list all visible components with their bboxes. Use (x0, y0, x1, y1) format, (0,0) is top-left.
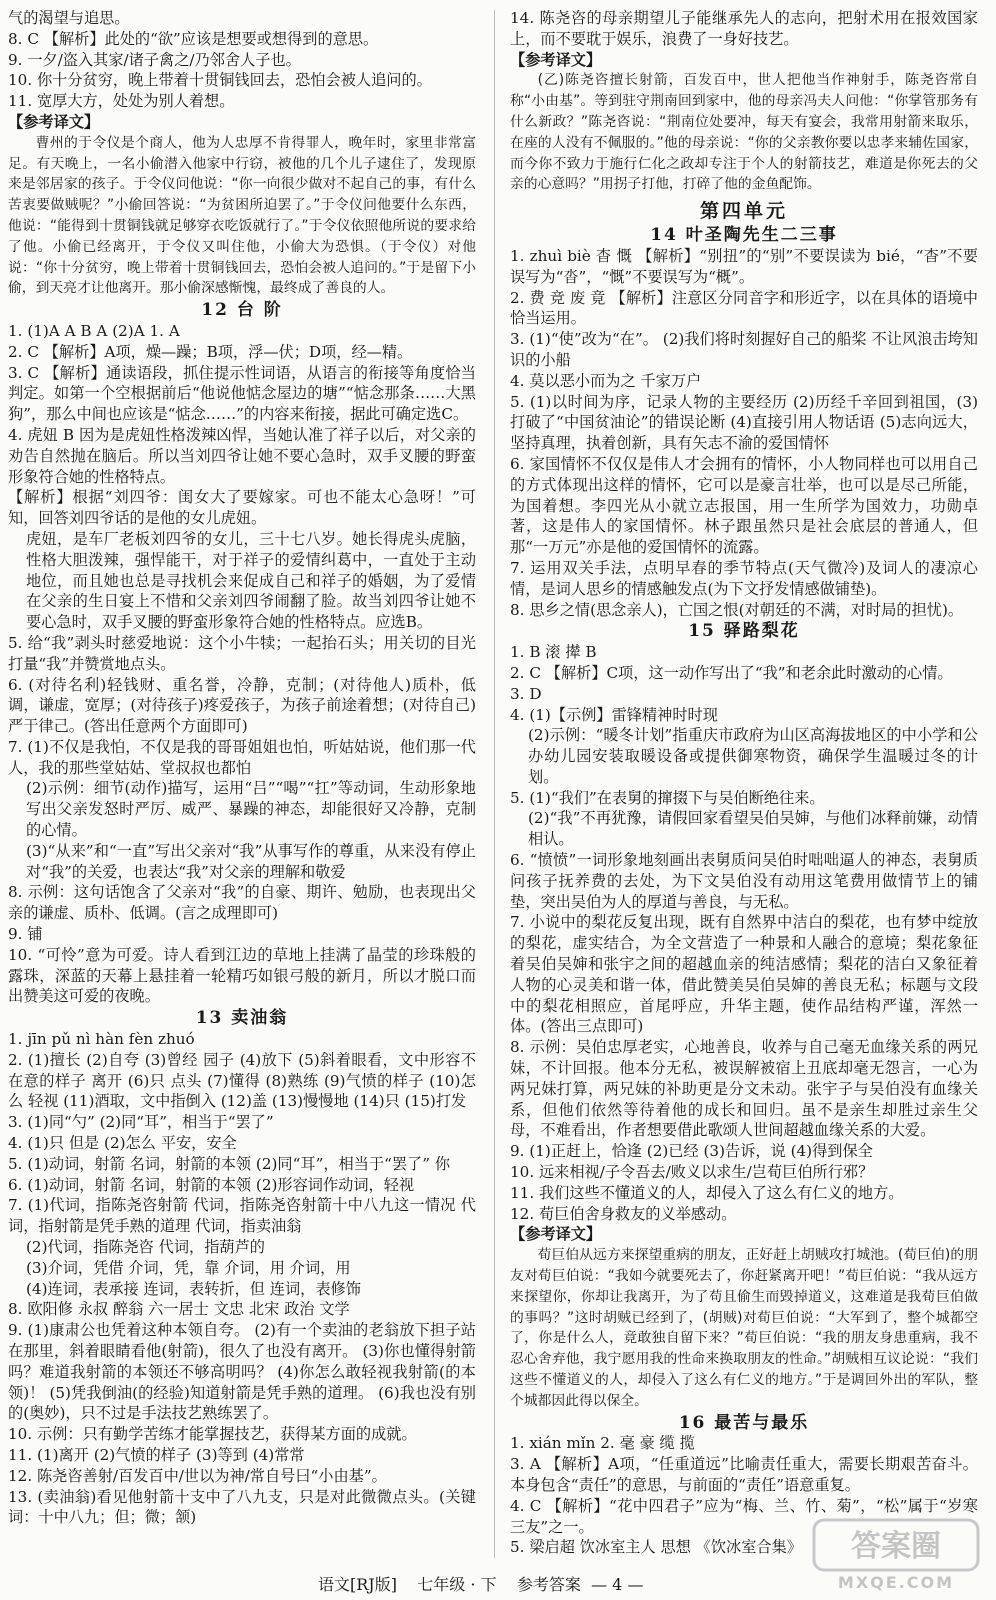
lesson-title: 12 台 阶 (201, 300, 283, 321)
answer-item: 1. jīn pǔ nì hàn fèn zhuó (8, 1030, 195, 1049)
answer-continuation: 【解析】根据“刘四爷：闺女大了要嫁家。可也不能太心急呀！”可知，回答刘四爷话的是他的女儿虎妞。 (8, 488, 476, 528)
answer-item: 10. 远来相视/子令吾去/败义以求生/岂荀巨伯所行邪？ (510, 1163, 874, 1182)
answer-item: 11. (1)离开 (2)气愤的样子 (3)等到 (4)常常 (8, 1445, 305, 1464)
answer-item: 9. (1)正赶上，恰逢 (2)已经 (3)告诉，说 (4)得到保全 (510, 1142, 873, 1161)
answer-item: 14. 陈尧咨的母亲期望儿子能继承先人的志向，把射术用在报效国家上，而不要耽于娱乐，浪费了一身好技艺。 (510, 9, 978, 48)
answer-subitem: (2)示例：细节(动作)描写，运用“吕”“喝”“扛”等动词，生动形象地写出父亲发怒时严厉、威严、暴躁的神态，却能很好又冷静，克制的心情。 (26, 779, 476, 840)
answer-item: 4. 莫以恶小而为之 千家万户 (510, 371, 702, 390)
unit-title: 第四单元 (699, 200, 788, 223)
answer-item: 8. 欧阳修 永叔 醉翁 六一居士 文忠 北宋 政治 文学 (8, 1300, 350, 1319)
lesson-title: 14 叶圣陶先生二三事 (650, 225, 838, 246)
answer-item: 12. 荀巨伯舍身救友的义举感动。 (510, 1204, 737, 1223)
answer-subitem: (3)“从来”和“一直”写出父亲对“我”从事写作的尊重，从来没有停止对“我”的关爱，也表达“我”对父亲的理解和敬爱 (26, 841, 476, 881)
answer-item: 3. D (510, 684, 542, 703)
answer-item: 8. 示例：这句话饱含了父亲对“我”的自豪、期许、勉励，也表现出父亲的谦虚、质朴、低调。(言之成理即可) (8, 883, 476, 923)
answer-item: 2. 费 竞 废 竟 【解析】注意区分同音字和形近字，以在具体的语境中恰当运用。 (510, 288, 978, 328)
answer-item: 9. (1)康肃公也凭着这种本领自夸。 (2)有一个卖油的老翁放下担子站在那里，斜着眼睛看他(射箭)，很久了也没有离开。 (3)你也懂得射箭吗？难道我射箭的本领还不够高明吗？ (4)你怎么敢轻视我射箭(的本领)！ (5)凭我倒油(的经验)知道射箭是凭手熟的道理。 (6)我也没有别的(奥妙)，只不过是手法技艺熟练罢了。 (8, 1321, 476, 1423)
watermark-url: MXQE.COM (837, 1573, 955, 1592)
answer-item: 9. 一夕/盗入其家/诸子禽之/乃邻舍人子也。 (8, 50, 301, 69)
answer-item: 11. 宽厚大方，处处为别人着想。 (8, 92, 235, 111)
column-divider (494, 10, 495, 1558)
footer-page-number: — 4 — (591, 1575, 644, 1594)
answer-item: 1. zhuì biè 杳 慨 【解析】“别扭”的“别”不要误读为 bié，“杳”不要误写为“沓”，“慨”不要误写为“概”。 (510, 246, 978, 286)
answer-item: 6. 家国情怀不仅仅是伟人才会拥有的情怀，小人物同样也可以用自己的方式体现出这样的情怀，它可以是豪言壮举，也可以是尽己所能，为国着想。李四光从小就立志报国，用一生所学为国效力，功勋卓著，这是伟人的家国情怀。林子跟虽然只是社会底层的普通人，但那“一万元”亦是他的爱国情怀的流露。 (510, 454, 978, 557)
answer-item: 10. “可怜”意为可爱。诗人看到江边的草地上挂满了晶莹的珍珠般的露珠，深蓝的天幕上悬挂着一轮精巧如银弓般的新月，所以才脱口而出赞美这可爱的夜晚。 (8, 945, 476, 1006)
reference-translation-heading: 【参考译文】 (510, 50, 602, 69)
left-column (8, 8, 476, 1528)
watermark-text: 答案圈 (851, 1529, 941, 1564)
answer-item: 9. 铺 (8, 925, 43, 944)
answer-item: 1. B 滚 撵 B (510, 643, 597, 662)
answer-subitem: (3)介词，凭借 介词，凭，靠 介词，用 介词，用 (26, 1258, 351, 1277)
answer-item: 5. 给“我”剥头时慈爱地说：这个小牛犊；一起抬石头；用关切的目光打量“我”并赞赏地点头。 (8, 633, 476, 673)
answer-item: 10. 你十分贫穷，晚上带着十贯铜钱回去，恐怕会被人追问的。 (8, 71, 432, 90)
reference-translation-heading: 【参考译文】 (510, 1225, 602, 1244)
reference-translation-text: (乙)陈尧咨擅长射箭，百发百中，世人把他当作神射手，陈尧咨常自称“小由基”。等到驻守荆南回到家中，他的母亲冯夫人问他：“你掌管那务有什么新政？”陈尧咨说：“荆南位处要冲，每天有宴会，我常用射箭来取乐，在座的人没有不佩服的。”他的母亲说：“你的父亲教你要以忠孝来辅佐国家，而今你不致力于施行仁化之政却专注于个人的射箭技艺，难道是你死去的父亲的心意吗？”用拐子打他，打碎了他的金鱼配饰。 (510, 72, 978, 193)
answer-subitem: (2)代词，指陈尧咨 代词，指葫芦的 (26, 1238, 265, 1257)
answer-item: 7. 小说中的梨花反复出现，既有自然界中洁白的梨花，也有梦中绽放的梨花，虚实结合，为全文营造了一种景和人融合的意境；梨花象征着吴伯吴婶和张宇之间的超越血亲的纯洁感情；梨花的洁白又象征着人物的心灵美和谐一体，借此赞美吴伯吴婶的善良无私；标题与文段中的梨花相照应，首尾呼应，升华主题，使作品结构严谨，浑然一体。(答出三点即可) (510, 913, 978, 1036)
reference-translation-text: 荀巨伯从远方来探望重病的朋友，正好赶上胡贼攻打城池。(荀巨伯)的朋友对荀巨伯说：“我如今就要死去了，你赶紧离开吧！”荀巨伯说：“我从远方来探望你，你却让我离开，为了苟且偷生而毁掉道义，这难道是我荀巨伯做的事吗？”这时胡贼已经到了，(胡贼)对荀巨伯说：“大军到了，整个城都空了，你是什么人，竟敢独自留下来？”荀巨伯说：“我的朋友身患重病，我不忍心舍弃他，我宁愿用我的性命来换取朋友的性命。”胡贼相互议论说：“我们这些不懂道义的人，却侵入了这么有仁义的地方。”于是调回外出的军队，整个城都因此得以保全。 (510, 1247, 978, 1409)
answer-subitem: 虎妞，是车厂老板刘四爷的女儿，三十七八岁。她长得虎头虎脑，性格大胆泼辣，强悍能干，对于祥子的爱情纠葛中，一直处于主动地位，而且她也总是寻找机会来促成自己和祥子的婚姻，为了爱情在父亲的生日宴上不惜和父亲刘四爷闹翻了脸。故当刘四爷让她不要心急时，双手叉腰的野蛮形象符合她的性格特点。应选B。 (26, 529, 476, 632)
answer-item: 6. “愤愤”一词形象地刻画出表舅质问吴伯时咄咄逼人的神态，表舅质问孩子抚养费的去处，为下文吴伯没有动用这笔费用做情节上的铺垫，突出吴伯为人的厚道与善良，与无私。 (510, 851, 978, 911)
answer-subitem: (4)连词，表承接 连词，表转折，但 连词，表修饰 (26, 1279, 361, 1298)
answer-subitem: (2)“我”不再犹豫，请假回家看望吴伯吴婶，与他们冰释前嫌，动情相认。 (528, 809, 978, 849)
page-footer (318, 1572, 643, 1595)
answer-item: 5. (1)以时间为序，记录人物的主要经历 (2)历经千辛回到祖国，(3)打破了“中国贫油论”的错误论断 (4)直接引用人物话语 (5)志向远大，坚持真理，执着创新，具有矢志不渝的爱国情怀 (510, 392, 978, 453)
footer-section: 参考答案 (516, 1575, 581, 1594)
answer-item: 11. 我们这些不懂道义的人，却侵入了这么有仁义的地方。 (510, 1183, 904, 1202)
answer-item: 3. A 【解析】A项，“任重道远”比喻责任重大，需要长期艰苦奋斗。本身包含“责任”的意思，与前面的“责任”语意重复。 (510, 1455, 978, 1494)
answer-item: 8. C 【解析】此处的“欲”应该是想要或想得到的意思。 (8, 29, 379, 48)
answer-item: 4. 虎妞 B 因为是虎妞性格泼辣凶悍，当她认准了祥子以后，对父亲的劝告自然抛在脑后。所以当刘四爷让她不要心急时，双手叉腰的野蛮形象符合她的性格特点。 (8, 425, 476, 486)
answer-item: 8. 示例：吴伯忠厚老实，心地善良，收养与自己毫无血缘关系的两兄妹，不计回报。他本分无私，被误解被宿上丑底却毫无怨言，一心为两兄妹打算，两兄妹的补助更是分文未动。张宇子与吴伯没有血缘关系，但他们依然等待着他的成长和回归。虽不是亲生却胜过亲生父母，不难看出，作者想要借此歌颂人世间超越血缘关系的大爱。 (510, 1038, 978, 1140)
answer-continuation: 气的渴望与追思。 (8, 9, 130, 27)
answer-item: 7. (1)不仅是我怕，不仅是我的哥哥姐姐也怕，听姑姑说，他们那一代人，我的那些堂姑姑、堂叔叔也都怕 (8, 737, 476, 777)
answer-item: 3. (1)“使”改为“在”。 (2)我们将时刻握好自己的船桨 不让风浪击垮知识的小船 (510, 330, 978, 369)
answer-item: 4. (1)只 但是 (2)怎么 平安，安全 (8, 1134, 237, 1153)
answer-item: 5. (1)动词，射箭 名词，射箭的本领 (2)同“耳”，相当于“罢了” 你 (8, 1154, 451, 1173)
answer-item: 7. 运用双关手法，点明早春的季节特点(天气微冷)及词人的凄凉心情，是词人思乡的情感触发点(为下文抒发情感做铺垫)。 (510, 558, 978, 598)
answer-item: 5. (1)“我们”在表舅的撺掇下与吴伯断绝往来。 (510, 788, 825, 807)
answer-item: 13. (卖油翁)看见他射箭十支中了八九支，只是对此微微点头。(关键词：十中八九；但；微；颔) (8, 1487, 476, 1527)
answer-item: 3. C 【解析】通读语段，抓住提示性词语，从语言的衔接等角度恰当判定。如第一个空根据前后“他说他惦念屋边的塘”“惦念那条……大黑狗”，那么中间也应该是“惦念……”的内容来衔接，据此可确定选C。 (8, 363, 476, 424)
right-column (510, 8, 978, 1558)
reference-translation-heading: 【参考译文】 (8, 112, 100, 131)
answer-subitem: (2)示例：“暖冬计划”指重庆市政府为山区高海拔地区的中小学和公办幼儿园安装取暖设备或提供御寒物资，确保学生温暖过冬的计划。 (528, 726, 978, 786)
answer-item: 6. (对待名利)轻钱财、重名誉，冷静，克制；(对待他人)质朴，低调，谦虚，宽厚；(对待孩子)疼爱孩子，为孩子前途着想；(对待自己)严于律己。(答出任意两个方面即可) (8, 675, 476, 736)
answer-item: 4. (1)【示例】雷锋精神时时现 (510, 705, 718, 724)
answer-item: 6. (1)动词，射箭 名词，射箭的本领 (2)形容词作动词，轻视 (8, 1175, 415, 1194)
answer-item: 3. (1)同“勺” (2)同“耳”，相当于“罢了” (8, 1113, 274, 1132)
answer-item: 4. C 【解析】“花中四君子”应为“梅、兰、竹、菊”，“松”属于“岁寒三友”之一。 (510, 1496, 978, 1536)
footer-subject: 语文[RJ版] (318, 1575, 397, 1594)
watermark-logo (812, 1516, 980, 1592)
answer-item: 7. (1)代词，指陈尧咨射箭 代词，指陈尧咨射箭十中八九这一情况 代词，指射箭是凭手熟的道理 代词，指卖油翁 (8, 1196, 476, 1236)
answer-item: 2. C 【解析】C项，这一动作写出了“我”和老余此时激动的心情。 (510, 663, 953, 682)
footer-grade: 七年级 · 下 (417, 1575, 497, 1594)
lesson-title: 15 驿路梨花 (688, 621, 800, 642)
answer-item: 2. (1)擅长 (2)自夸 (3)曾经 园子 (4)放下 (5)斜着眼看，文中形容不在意的样子 离开 (6)只 点头 (7)懂得 (8)熟练 (9)气愤的样子 (10)怎么 轻视 (11)酒取，文中指倒入 (12)盖 (13)慢慢地 (14)只 (15)打发 (8, 1050, 476, 1111)
lesson-title: 16 最苦与最乐 (678, 1412, 810, 1433)
reference-translation-text: 曹州的于令仪是个商人，他为人忠厚不肯得罪人，晚年时，家里非常富足。有天晚上，一名小偷潜入他家中行窃，被他的几个儿子逮住了，发现原来是邻居家的孩子。于令仪问他说：“你一向很少做对不起自己的事，有什么苦衷要做贼呢？”小偷回答说：“为贫困所迫罢了。”于令仪问他要什么东西，他说：“能得到十贯铜钱就足够穿衣吃饭就行了。”于令仪依照他所说的要求给了他。小偷已经离开，于令仪又叫住他，小偷大为恐惧。（于令仪）对他说：“你十分贫穷，晚上带着十贯铜钱回去，恐怕会被人追问的。”于是留下小偷，到天亮才让他离开。那小偷深感惭愧，最终成了善良的人。 (8, 134, 476, 297)
answer-item: 10. 示例：只有勤学苦练才能掌握技艺，获得某方面的成就。 (8, 1425, 417, 1444)
answer-item: 12. 陈尧咨善射/百发百中/世以为神/常自号曰“小由基”。 (8, 1466, 387, 1485)
answer-item: 1. xián mǐn 2. 毫 豪 缆 揽 (510, 1434, 695, 1453)
lesson-title: 13 卖油翁 (195, 1008, 289, 1029)
answer-item: 8. 思乡之情(思念亲人)，亡国之恨(对朝廷的不满，对时局的担忧)。 (510, 600, 964, 619)
answer-item: 2. C 【解析】A项，燥—躁；B项，浮—伏；D项，经—精。 (8, 342, 413, 361)
answer-item: 5. 梁启超 饮冰室主人 思想 《饮冰室合集》 (510, 1538, 802, 1557)
answer-item: 1. (1)A A B A (2)A 1. A (8, 321, 180, 340)
